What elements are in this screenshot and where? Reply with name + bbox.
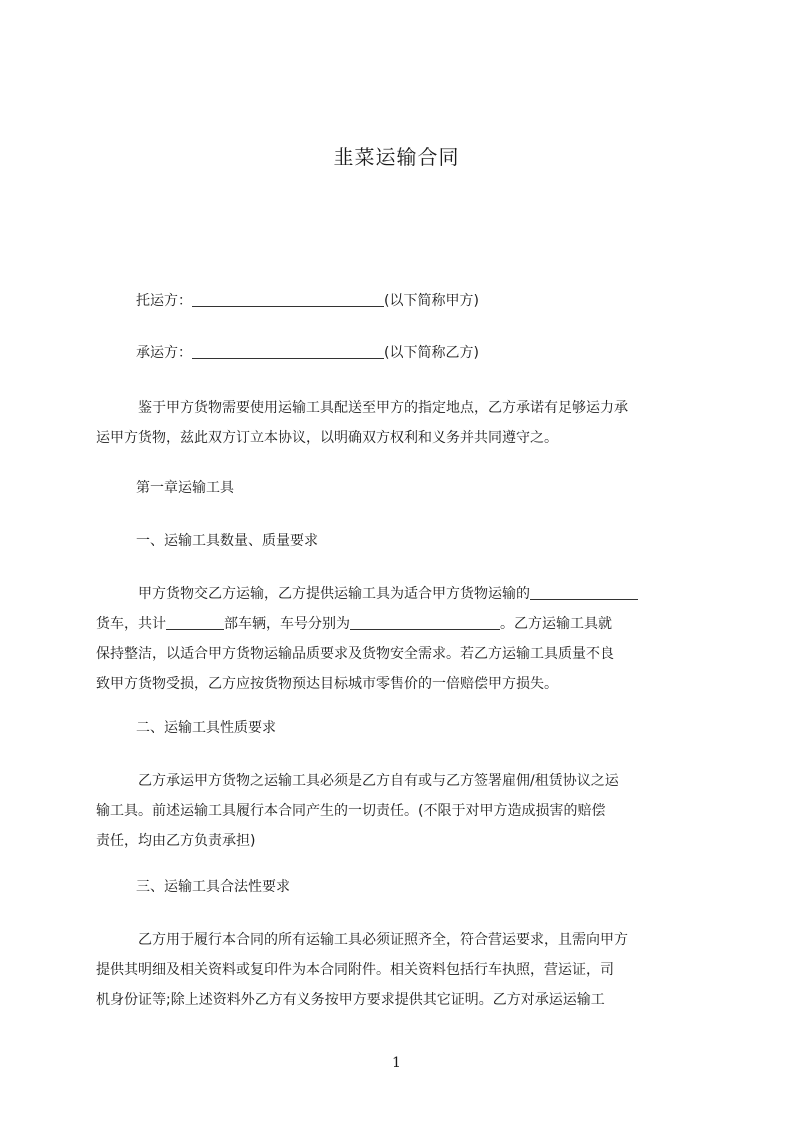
paragraph-line: 保持整洁，以适合甲方货物运输品质要求及货物安全需求。若乙方运输工具质量不良	[96, 646, 614, 662]
vehicle-count-blank	[166, 613, 224, 630]
paragraph-text: 部车辆，车号分别为	[224, 616, 350, 632]
paragraph-line: 输工具。前述运输工具履行本合同产生的一切责任。(不限于对甲方造成损害的赔偿	[96, 803, 606, 819]
section2-paragraph	[96, 766, 701, 856]
paragraph-line: 机身份证等;除上述资料外乙方有义务按甲方要求提供其它证明。乙方对承运运输工	[96, 992, 605, 1008]
shipper-line	[96, 286, 701, 316]
shipper-blank	[192, 290, 384, 307]
carrier-line	[96, 338, 701, 368]
paragraph-line	[96, 579, 701, 609]
paragraph-line: 乙方承运甲方货物之运输工具必须是乙方自有或与乙方签署雇佣/租赁协议之运	[138, 773, 619, 789]
paragraph-line: 致甲方货物受损，乙方应按货物预达目标城市零售价的一倍赔偿甲方损失。	[96, 676, 558, 692]
paragraph-text: 货车，共计	[96, 616, 166, 632]
preamble-line: 鉴于甲方货物需要使用运输工具配送至甲方的指定地点，乙方承诺有足够运力承	[138, 400, 628, 416]
shipper-suffix: (以下简称甲方)	[384, 293, 479, 309]
section1-paragraph	[96, 579, 701, 699]
plate-number-blank	[350, 613, 500, 630]
chapter-heading: 第一章运输工具	[136, 480, 234, 496]
section3-paragraph	[96, 925, 701, 1015]
preamble-paragraph	[96, 393, 701, 453]
carrier-blank	[192, 342, 384, 359]
paragraph-line: 提供其明细及相关资料或复印件为本合同附件。相关资料包括行车执照，营运证，司	[96, 962, 614, 978]
page-number: 1	[392, 1055, 401, 1071]
paragraph-line: 责任，均由乙方负责承担)	[96, 833, 256, 849]
paragraph-text: 甲方货物交乙方运输，乙方提供运输工具为适合甲方货物运输的	[138, 586, 530, 602]
paragraph-text: 。乙方运输工具就	[500, 616, 612, 632]
preamble-line: 运甲方货物，兹此双方订立本协议，以明确双方权利和义务并共同遵守之。	[96, 430, 558, 446]
vehicle-type-blank	[530, 583, 638, 600]
section-heading: 二、运输工具性质要求	[136, 720, 276, 736]
paragraph-line	[96, 609, 701, 639]
section-heading: 三、运输工具合法性要求	[136, 879, 290, 895]
carrier-label: 承运方：	[136, 345, 192, 361]
section-heading: 一、运输工具数量、质量要求	[136, 533, 318, 549]
paragraph-line: 乙方用于履行本合同的所有运输工具必须证照齐全，符合营运要求，且需向甲方	[138, 932, 628, 948]
carrier-suffix: (以下简称乙方)	[384, 345, 479, 361]
document-title: 韭菜运输合同	[333, 145, 460, 169]
shipper-label: 托运方：	[136, 293, 192, 309]
